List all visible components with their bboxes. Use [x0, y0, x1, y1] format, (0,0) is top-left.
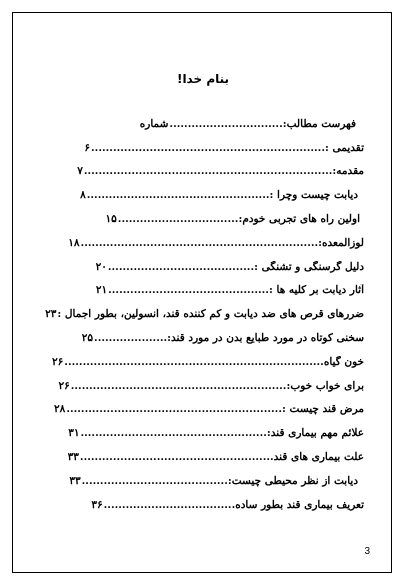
toc-dot-leader: .................................: [117, 213, 239, 226]
toc-entry: [52, 356, 364, 368]
toc-entry-title: دلیل گرسنگی و تشنگی :: [254, 260, 364, 273]
toc-entry-title: علت بیماری های قند: [273, 451, 364, 464]
toc-row: [38, 279, 364, 303]
toc-page-number: ۳۱: [68, 427, 80, 440]
page-number: 3: [364, 546, 370, 557]
toc-row: [38, 326, 364, 350]
toc-entry-title: تعریف بیماری قند بطور ساده: [235, 498, 364, 511]
toc-entry: [106, 213, 360, 225]
toc-dot-leader: ....................: [94, 332, 168, 345]
toc-entry-title: علائم مهم بیماری قند:: [266, 427, 364, 440]
toc-dot-leader: ...................................................: [80, 427, 267, 440]
toc-page-number: شماره: [139, 117, 169, 130]
toc-row: [38, 421, 364, 445]
toc-page-number: ۷: [77, 165, 83, 178]
toc-entry-title: تقدیمی :: [324, 141, 364, 154]
toc-row: [38, 231, 364, 255]
toc-row: [38, 445, 364, 469]
toc-entry-title: سخنی کوتاه در مورد طبایع بدن در مورد قند:: [167, 332, 364, 345]
toc-entry-title: لوزالمعده:: [318, 236, 364, 249]
toc-entry: [45, 308, 364, 320]
toc-entry: [68, 237, 364, 249]
toc-dot-leader: ....................................................................: [83, 165, 333, 178]
toc-dot-leader: ...............................: [169, 117, 283, 130]
toc-row: [38, 493, 364, 517]
toc-entry: [91, 499, 364, 511]
toc-entry-title: اولین راه های تجربی خودم:: [238, 213, 360, 226]
toc-dot-leader: ..................................................: [86, 189, 270, 202]
toc-entry: [84, 142, 364, 154]
toc-page-number: ۳۳: [67, 451, 79, 464]
toc-row: [38, 255, 364, 279]
toc-entry-title: ضررهای قرص های ضد دیابت و کم کننده قند، انسولین، بطور اجمال :: [57, 308, 364, 321]
toc-entry: [68, 451, 364, 463]
toc-dot-leader: ....................................: [103, 498, 236, 511]
toc-dot-leader: ...........................................................: [66, 403, 282, 416]
toc-entry: [82, 332, 364, 344]
toc-page-number: ۲۸: [54, 403, 66, 416]
toc-page-number: ۲۱: [95, 284, 108, 297]
toc-page-number: ۸: [80, 189, 86, 202]
toc-row: [38, 374, 364, 398]
toc-row: [38, 207, 364, 231]
toc-entry-title: دیابت چیست وچرا :: [269, 189, 358, 202]
toc-page-number: ۲۶: [52, 355, 64, 368]
toc-page-number: ۳۳: [69, 474, 81, 487]
toc-page-number: ۶: [84, 141, 91, 154]
toc-page-number: ۲۰: [95, 260, 107, 273]
toc-entry: [80, 189, 358, 201]
table-of-contents: [38, 112, 364, 517]
toc-row: [38, 136, 364, 160]
toc-dot-leader: .....................................................: [79, 451, 274, 464]
toc-page-number: ۳۶: [91, 498, 103, 511]
toc-entry-title: مقدمه:: [332, 165, 364, 178]
toc-page-number: ۲۶: [58, 379, 70, 392]
toc-page-number: ۲۵: [81, 332, 94, 345]
toc-dot-leader: ........................................: [107, 260, 255, 273]
toc-entry: [58, 380, 364, 392]
toc-entry: [69, 475, 358, 487]
toc-entry: [96, 284, 364, 296]
toc-entry: [140, 118, 356, 130]
toc-entry-title: فهرست مطالب:: [282, 117, 356, 130]
toc-dot-leader: .......................................................................: [64, 355, 324, 368]
toc-entry-title: مرض قند چیست :: [282, 403, 364, 416]
toc-row: [38, 350, 364, 374]
toc-row: [38, 469, 364, 493]
toc-row: [38, 183, 364, 207]
toc-dot-leader: .................................................................: [80, 236, 319, 249]
toc-entry: [96, 261, 364, 273]
toc-row: [38, 398, 364, 422]
toc-entry: [54, 403, 364, 415]
toc-row: [38, 302, 364, 326]
toc-page-number: ۲۳: [45, 308, 57, 321]
toc-entry-title: خون گیاه: [323, 355, 364, 368]
toc-entry: [77, 165, 364, 177]
toc-dot-leader: ........................................: [81, 474, 228, 487]
toc-dot-leader: ............................................: [108, 284, 269, 297]
toc-entry-title: آثار دیابت بر کلیه ها :: [268, 284, 364, 297]
toc-dot-leader: ................................................................: [91, 141, 325, 154]
toc-page-number: ۱۸: [68, 236, 80, 249]
toc-entry-title: برای خواب خوب:: [286, 379, 364, 392]
toc-row: [38, 160, 364, 184]
toc-row: [38, 112, 364, 136]
toc-page-number: ۱۵: [105, 213, 117, 226]
toc-entry-title: دیابت از نظر محیطی چیست:: [227, 474, 358, 487]
toc-entry: [68, 427, 364, 439]
page-title: بنام خدا!: [176, 72, 230, 86]
toc-dot-leader: ...........................................................: [70, 379, 287, 392]
